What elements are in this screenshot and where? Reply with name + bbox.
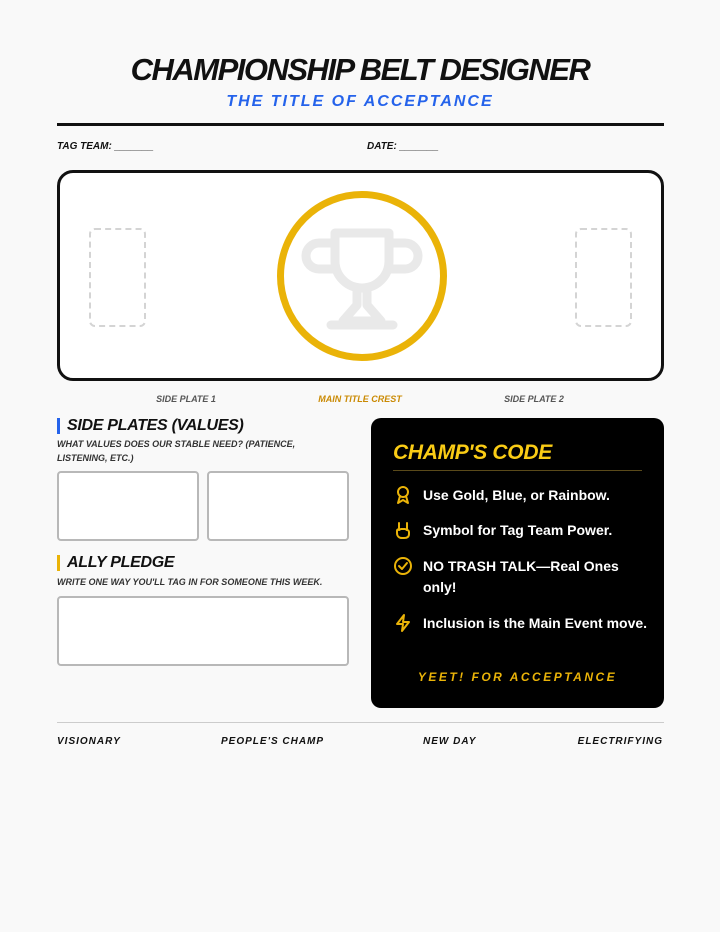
belt-canvas[interactable] bbox=[57, 170, 664, 381]
award-icon bbox=[393, 485, 413, 505]
tag-team-field: TAG TEAM: _______ bbox=[57, 141, 154, 152]
lightning-icon bbox=[393, 613, 413, 633]
pledge-input-box[interactable] bbox=[57, 596, 349, 666]
footer-word-new-day: NEW DAY bbox=[423, 736, 477, 747]
champs-code-title: CHAMP'S CODE bbox=[393, 441, 552, 464]
header-divider bbox=[57, 123, 664, 126]
date-field: DATE: _______ bbox=[367, 141, 439, 152]
footer-word-electrifying: ELECTRIFYING bbox=[577, 736, 663, 747]
code-item-text: NO TRASH TALK—Real Ones only! bbox=[423, 558, 619, 595]
footer-word-peoples-champ: PEOPLE'S CHAMP bbox=[221, 736, 325, 747]
pledge-heading-text: ALLY PLEDGE bbox=[67, 554, 175, 571]
code-item-text: Use Gold, Blue, or Rainbow. bbox=[423, 487, 610, 503]
champs-code-panel bbox=[371, 418, 664, 708]
footer-divider bbox=[57, 722, 664, 723]
rock-hand-icon bbox=[393, 520, 413, 540]
main-crest-label: MAIN TITLE CREST bbox=[318, 394, 402, 404]
code-item-text: Symbol for Tag Team Power. bbox=[423, 522, 613, 538]
champs-code-footer: YEET! FOR ACCEPTANCE bbox=[417, 670, 618, 684]
heading-accent-bar bbox=[57, 555, 60, 571]
footer-word-visionary: VISIONARY bbox=[57, 736, 121, 747]
code-item-text: Inclusion is the Main Event move. bbox=[423, 615, 648, 631]
champs-code-divider bbox=[393, 470, 642, 471]
values-description: WHAT VALUES DOES OUR STABLE NEED? (PATIENCE, LISTENING, ETC.) bbox=[57, 439, 296, 463]
main-crest-circle[interactable] bbox=[277, 191, 447, 361]
pledge-description: WRITE ONE WAY YOU'LL TAG IN FOR SOMEONE THIS WEEK. bbox=[57, 577, 323, 587]
side-plate-2-label: SIDE PLATE 2 bbox=[504, 394, 564, 404]
values-heading bbox=[57, 417, 244, 435]
pledge-heading bbox=[57, 554, 174, 572]
values-heading-text: SIDE PLATES (VALUES) bbox=[67, 417, 244, 434]
page-subtitle: THE TITLE OF ACCEPTANCE bbox=[226, 93, 494, 110]
side-plate-2-slot[interactable] bbox=[575, 228, 632, 327]
heading-accent-bar bbox=[57, 418, 60, 434]
side-plate-1-label: SIDE PLATE 1 bbox=[156, 394, 216, 404]
value-input-box-1[interactable] bbox=[57, 471, 199, 541]
trophy-icon bbox=[297, 213, 427, 343]
check-circle-icon bbox=[393, 556, 413, 576]
value-input-box-2[interactable] bbox=[207, 471, 349, 541]
page-title: CHAMPIONSHIP BELT DESIGNER bbox=[130, 52, 590, 87]
side-plate-1-slot[interactable] bbox=[89, 228, 146, 327]
